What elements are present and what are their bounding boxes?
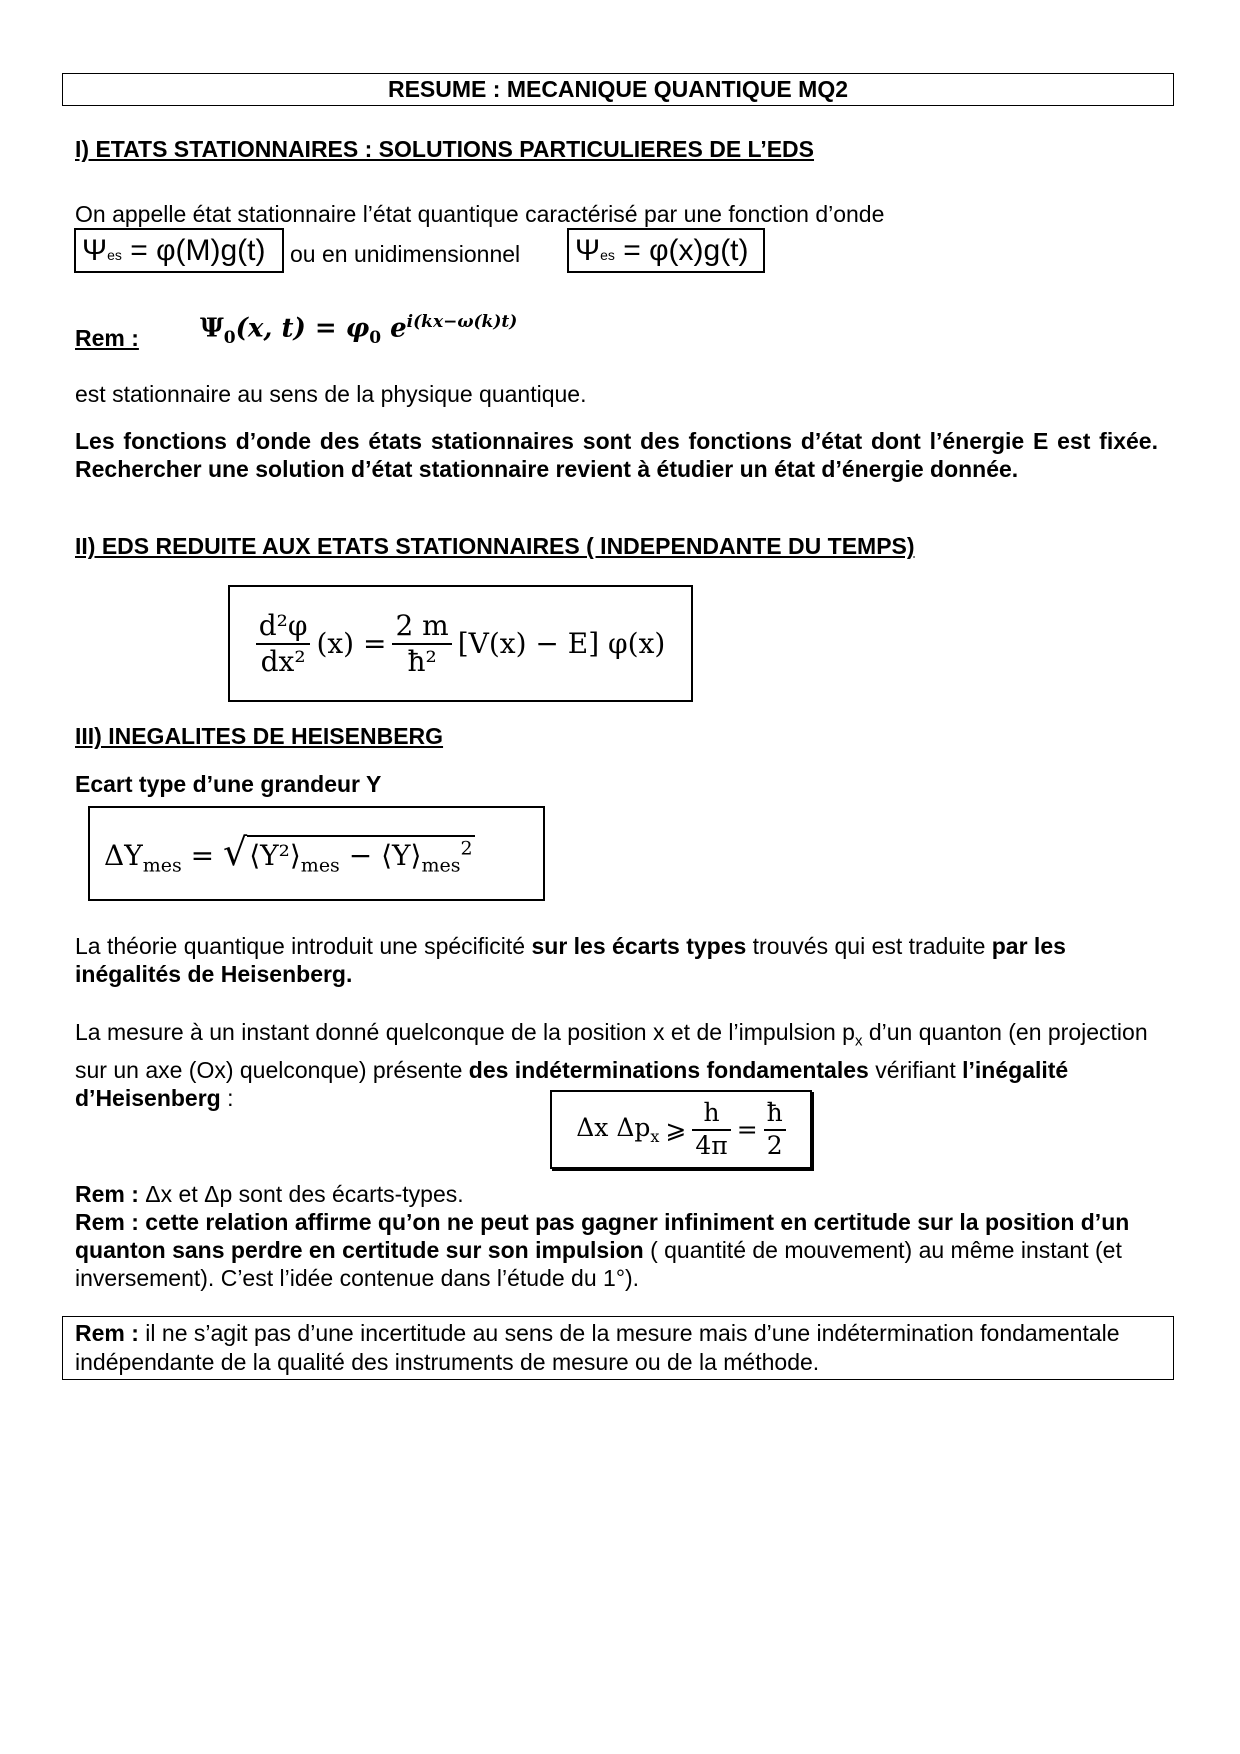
exponent: i(kx−ω(k)t) <box>406 312 518 332</box>
formula-rhs: = φ(M)g(t) <box>130 234 266 267</box>
text-run: d’un quanton (en projection sur un axe (Ox) quelconque) présente <box>75 1019 1148 1083</box>
stationary-states-paragraph: Les fonctions d’onde des états stationnaires sont des fonctions d’état dont l’énergie E est fixée. Rechercher une solution d’état stationnaire revient à étudier un état d’énergie donnée. <box>75 428 1158 482</box>
term1-subscript: mes <box>300 854 340 877</box>
phi-subscript: 0 <box>369 327 382 348</box>
d2phi-dx2-fraction <box>256 611 311 676</box>
psi-symbol: Ψ <box>200 313 224 344</box>
bold-run: l’inégalité d’Heisenberg <box>75 1056 1069 1111</box>
term2-subscript: mes <box>421 854 461 877</box>
px-subscript: x <box>854 1032 863 1050</box>
rem-label: Rem : <box>75 1209 146 1235</box>
standard-deviation-subheading: Ecart type d’une grandeur Y <box>75 771 382 797</box>
radicand <box>247 835 474 877</box>
numerator: 2 m <box>392 611 451 644</box>
plane-wave-formula <box>200 312 517 348</box>
rem-text-1: est stationnaire au sens de la physique quantique. <box>75 381 587 407</box>
psi-subscript: 0 <box>223 327 236 348</box>
2m-hbar2-fraction <box>392 611 451 676</box>
bold-run: sur les écarts types <box>531 933 747 959</box>
mes-subscript: mes <box>142 854 182 877</box>
bold-run: des indéterminations fondamentales <box>468 1056 869 1083</box>
term1: ⟨Y²⟩ <box>249 839 301 873</box>
numerator: ħ <box>764 1100 786 1130</box>
equals-sign: = <box>190 839 215 873</box>
lhs-argument: (x) = <box>316 627 387 660</box>
lhs-subscript: x <box>650 1127 660 1146</box>
section-1-intro: On appelle état stationnaire l’état quantique caractérisé par une fonction d’onde <box>75 201 885 227</box>
delta-x-delta-p <box>576 1113 659 1146</box>
geq-sign: ⩾ <box>665 1115 687 1144</box>
denominator: 2 <box>766 1130 783 1160</box>
formula-args: (x, t) = φ <box>235 313 370 344</box>
denominator: dx² <box>260 644 306 678</box>
rem-label: Rem : <box>75 1320 139 1346</box>
text-run: La théorie quantique introduit une spécificité <box>75 933 532 959</box>
h-over-4pi <box>692 1100 730 1159</box>
rem-2 <box>75 1180 464 1208</box>
rem-text: Δx et Δp sont des écarts-types. <box>138 1181 464 1207</box>
lhs: Δx Δp <box>576 1113 651 1142</box>
exponent: 2 <box>460 837 473 860</box>
heisenberg-inequality <box>550 1090 812 1169</box>
formula-rhs: = φ(x)g(t) <box>623 234 749 267</box>
psi-subscript: es <box>600 247 615 263</box>
document-title: RESUME : MECANIQUE QUANTIQUE MQ2 <box>62 73 1174 106</box>
numerator: h <box>692 1100 730 1130</box>
psi-subscript: es <box>107 247 122 263</box>
section-1-heading: I) ETATS STATIONNAIRES : SOLUTIONS PARTICULIERES DE L’EDS <box>75 136 815 162</box>
std-formula-content <box>104 830 475 877</box>
bold-run: par les inégalités de Heisenberg. <box>75 933 1066 987</box>
rem-box-indetermination <box>62 1316 1174 1380</box>
text-run: trouvés qui est traduite <box>746 933 992 959</box>
formula-psi-general <box>74 228 284 273</box>
reduced-schrodinger-equation <box>228 585 693 702</box>
delta-y: ΔY <box>104 839 143 873</box>
text-run: La mesure à un instant donné quelconque de la position x et de l’impulsion p <box>75 1019 855 1045</box>
equals-sign: = <box>736 1115 758 1144</box>
text-run: vérifiant <box>868 1056 963 1083</box>
minus-sign: − <box>348 839 373 873</box>
section-3-heading: III) INEGALITES DE HEISENBERG <box>75 723 444 749</box>
denominator: 4π <box>695 1130 728 1160</box>
psi-symbol: Ψ <box>575 234 601 267</box>
section-2-heading: II) EDS REDUITE AUX ETATS STATIONNAIRES ( INDEPENDANTE DU TEMPS) <box>75 533 915 559</box>
theory-paragraph <box>75 932 1160 988</box>
rem-label: Rem : <box>75 1181 139 1207</box>
text-run: ( quantité de mouvement) au même instant (et inversement). C’est l’idée contenue dans l’étude du 1°). <box>75 1237 1122 1291</box>
formula-psi-1d <box>567 228 765 273</box>
bold-run: cette relation affirme qu’on ne peut pas gagner infiniment en certitude sur la position d’un quanton sans perdre en certitude sur son impulsion <box>75 1209 1130 1263</box>
standard-deviation-formula <box>88 806 545 901</box>
sqrt-symbol: √ <box>223 830 248 875</box>
term2: ⟨Y⟩ <box>381 839 422 873</box>
hbar-over-2 <box>764 1100 786 1159</box>
unidimensional-text: ou en unidimensionnel <box>290 241 521 267</box>
rem-3 <box>75 1208 1160 1292</box>
rem-text: il ne s’agit pas d’une incertitude au sens de la mesure mais d’une indétermination fondamentale indépendante de la qualité des instruments de mesure ou de la méthode. <box>75 1320 1120 1375</box>
rem-label-1: Rem : <box>75 325 139 351</box>
exponential-base: e <box>381 313 407 344</box>
psi-symbol: Ψ <box>82 234 108 267</box>
text-run: : <box>220 1084 234 1111</box>
denominator: ħ² <box>407 644 437 678</box>
numerator: d²φ <box>256 611 311 644</box>
rhs-tail: [V(x) − E] φ(x) <box>457 627 666 660</box>
